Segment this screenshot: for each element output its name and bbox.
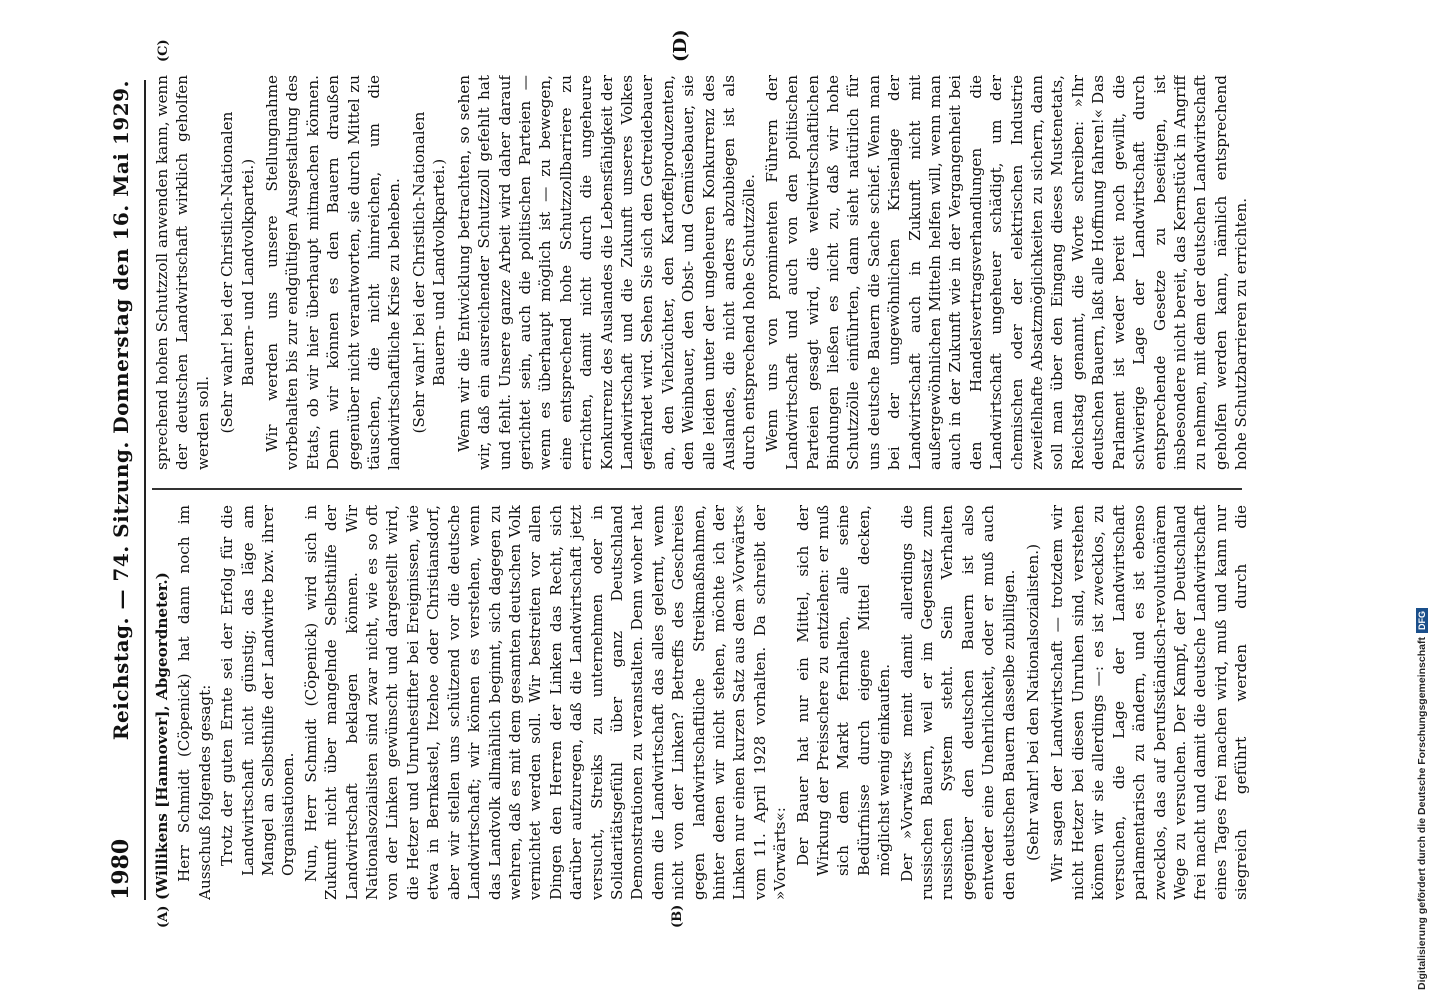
margin-marker-a: (A)	[156, 905, 171, 928]
document-page	[50, 0, 1290, 1000]
paragraph: Wir werden uns unsere Stellungnahme vorbehalten bis zur endgültigen Ausgestaltung des Etats, ob wir hier überhaupt mitmachen können. Denn wir können es den Bauern draußen gegenüber nicht verantworten, sie durch Mittel zu täuschen, die nicht hinreichen, um die landwirtschaftliche Krise zu beheben.	[263, 75, 404, 470]
margin-marker-d: (D)	[670, 29, 691, 62]
interjection: (Sehr wahr! bei der Christlich-Nationalen Bauern- und Landvolkpartei.)	[409, 111, 449, 434]
paragraph: Herr Schmidt (Cöpenick) hat dann noch im Ausschuß folgendes gesagt:	[175, 505, 214, 900]
paragraph: Nun, Herr Schmidt (Cöpenick) wird sich in Zukunft nicht über mangelnde Selbsthilfe der Landwirtschaft beklagen können. Wir Nationalsozialisten sind zwar nicht, wie es so oft von der Linken gewünscht und dargestellt wird, die Hetzer und Unruhestifter bei Ereignissen, wie etwa in Bernkastel, Itzehoe oder Christiansdorf, aber wir stellen uns schützend vor die deutsche Landwirtschaft; wir können es verstehen, wenn das Landvolk allmählich beginnt, sich dagegen zu wehren, daß es mit dem gesamten deutschen Volk vernichtet werden soll. Wir bestreiten vor allen Dingen den Herren der Linken das Recht, sich darüber aufzuregen, daß die Landwirtschaft jetzt versucht, Streiks zu unternehmen oder in Solidaritätsgefühl über ganz Deutschland Demonstrationen zu veranstalten. Denn woher hat denn die Landwirtschaft das alles gelernt, wenn nicht von der Linken? Betreffs des Geschreies gegen landwirtschaftliche Streikmaßnahmen, hinter denen wir nicht stehen, möchte ich der Linken nur einen kurzen Satz aus dem »Vorwärts« vom 11. April 1928 vorhalten. Da schreibt der »Vorwärts«:	[301, 505, 790, 900]
page-header	[108, 80, 142, 900]
column-divider	[152, 489, 1242, 491]
digitization-note-text: Digitalisierung gefördert durch die Deutsche Forschungsgemeinschaft	[1416, 637, 1428, 990]
page-number: 1980	[108, 838, 134, 900]
quotation: Trotz der guten Ernte sei der Erfolg für die Landwirtschaft nicht günstig; das läge am Mangel an Selbsthilfe der Landwirte bzw. ihrer Organisationen.	[218, 505, 298, 876]
left-column	[152, 505, 1252, 900]
margin-marker-c: (C)	[156, 39, 171, 62]
paragraph: Wir sagen der Landwirtschaft — trotzdem wir nicht Hetzer bei diesen Unruhen sind, verstehen können wir sie allerdings —: es ist zwecklos, zu versuchen, die Lage der Landwirtschaft parlamentarisch zu ändern, und es ist ebenso zwecklos, das auf berufsständisch-revolutionärem Wege zu versuchen. Der Kampf, der Deutschland frei macht und damit die deutsche Landwirtschaft eines Tages frei machen wird, muß und kann nur siegreich geführt werden durch die	[1048, 505, 1251, 900]
interjection: (Sehr wahr! bei der Christlich-Nationalen Bauern- und Landvolkpartei.)	[218, 111, 257, 434]
interjection: (Sehr wahr! bei den Nationalsozialisten.)	[1024, 543, 1043, 862]
header-rule	[144, 80, 146, 900]
paragraph: sprechend hohen Schutzzoll anwenden kann, wenn der deutschen Landwirtschaft wirklich geholfen werden soll.	[153, 75, 212, 470]
paragraph: Der »Vorwärts« meint damit allerdings die russischen Bauern, weil er im Gegensatz zum russischen System steht. Sein Verhalten gegenüber den deutschen Bauern ist also entweder eine Unehrlichkeit, oder er muß auch den deutschen Bauern dasselbe zubilligen.	[897, 505, 1018, 900]
paragraph: Wenn uns von prominenten Führern der Landwirtschaft und auch von den politischen Parteien gesagt wird, die weltwirtschaftlichen Bindungen ließen es nicht zu, daß wir hohe Schutzzölle einführten, dann sieht natürlich für uns deutsche Bauern die Sache schief. Wenn man bei der ungewöhnlichen Krisenlage der Landwirtschaft auch in Zukunft nicht mit außergewöhnlichen Mitteln helfen will, wenn man auch in der Zukunft wie in der Vergangenheit bei den Handelsvertragsverhandlungen die Landwirtschaft ungeheuer schädigt, um der chemischen oder der elektrischen Industrie zweifelhafte Absatzmöglichkeiten zu sichern, dann soll man über den Eingang dieses Mustenetats, Reichstag genannt, die Worte schreiben: »Ihr deutschen Bauern, laßt alle Hoffnung fahren!« Das Parlament ist weder bereit noch gewillt, die schwierige Lage der Landwirtschaft durch entsprechende Gesetze zu beseitigen, ist insbesondere nicht bereit, das Kernstück in Angriff zu nehmen, mit dem der deutschen Landwirtschaft geholfen werden kann, nämlich entsprechend hohe Schutzbarrieren zu errichten.	[762, 75, 1251, 470]
speaker-line: (Willikens [Hannover], Abgeordneter.)	[153, 572, 171, 900]
paragraph: Wenn wir die Entwicklung betrachten, so sehen wir, daß ein ausreichender Schutzzoll gefehlt hat und fehlt. Unsere ganze Arbeit wird daher darauf gerichtet sein, auch die politischen Parteien — wenn es überhaupt möglich ist — zu bewegen, eine entsprechend hohe Schutzzollbarriere zu errichten, damit nicht durch die ungeheure Konkurrenz des Auslandes die Lebensfähigkeit der Landwirtschaft und die Zukunft unseres Volkes gefährdet wird. Sehen Sie sich den Getreidebauer an, den Viehzüchter, den Kartoffelproduzenten, den Weinbauer, den Obst- und Gemüsebauer, sie alle leiden unter der ungeheuren Konkurrenz des Auslandes, die nicht anders abzubiegen ist als durch entsprechend hohe Schutzzölle.	[454, 75, 759, 470]
margin-marker-b: (B)	[670, 904, 685, 928]
digitization-note	[1414, 10, 1430, 990]
right-column	[152, 75, 1252, 470]
dfg-logo-badge: DFG	[1416, 608, 1428, 633]
running-title: Reichstag. — 74. Sitzung. Donnerstag den 16. Mai 1929.	[109, 80, 133, 741]
quotation: Der Bauer hat nur ein Mittel, sich der Wirkung der Preisschere zu entziehen: er muß sich dem Markt fernhalten, alle seine Bedürfnisse durch eigene Mittel decken, möglichst wenig einkaufen.	[793, 505, 894, 876]
